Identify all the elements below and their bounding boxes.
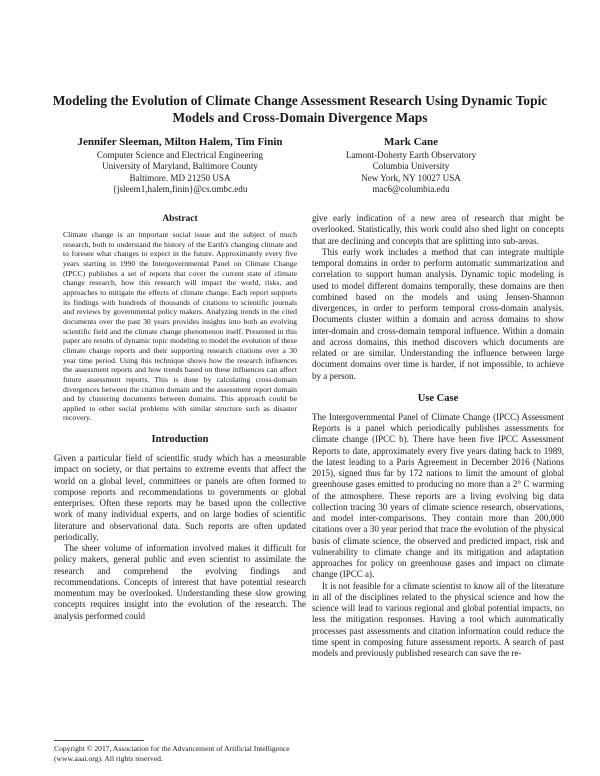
footnote-rule xyxy=(54,740,144,741)
author-univ: Columbia University xyxy=(372,161,450,172)
author-email: mac6@columbia.edu xyxy=(372,183,450,194)
author-block-left xyxy=(45,136,315,195)
copyright-notice: Copyright © 2017, Association for the Advancement of Artificial Intelligence (www.aaai.org). All rights reserved. xyxy=(54,744,290,763)
use-case-heading: Use Case xyxy=(417,392,459,404)
paper-title: Modeling the Evolution of Climate Change Assessment Research Using Dynamic Topic Models and Cross-Domain Divergence Maps xyxy=(52,93,548,125)
abstract-text: Climate change is an important social issue and the subject of much research, both to understand the history of the Earth's changing climate and to foresee what changes to expect in the future. Approximately every five years starting in 1990 the Intergovernmental Panel on Climate Change (IPCC) publishes a set of reports that cover the current state of climate change research, how this research will impact the world, risks, and approaches to mitigate the effects of climate change. Each report supports its findings with hundreds of thousands of citations to scientific journals and reviews by governmental policy makers. Analyzing trends in the cited documents over the past 30 years provides insights into both an evolving scientific field and the climate change phenomenon itself. Presented in this paper are results of dynamic topic modeling to model the evolution of these climate change reports and their supporting research citations over a 30 year time period. Using this technique shows how the research influences the assessment reports and how trends based on these influences can affect future assessment reports. This is done by calculating cross-domain divergences between the citation domain and the assessment report domain and by clustering documents between domains. This approach could be applied to other social problems with similar structure such as disaster recovery. xyxy=(63,230,297,423)
author-univ: University of Maryland, Baltimore County xyxy=(102,161,258,172)
author-city: Baltimore. MD 21250 USA xyxy=(129,172,231,183)
author-city: New York, NY 10027 USA xyxy=(361,172,461,183)
left-column xyxy=(54,213,306,622)
introduction-paragraph: The sheer volume of information involved makes it difficult for policy makers, general public and even scientist to assimilate the research and comprehend the evolving findings and recommendations. Concepts of interest that have potential research momentum may be overlooked. Understanding these slow growing concepts requires insight into the evolution of the research. The analysis performed could xyxy=(54,543,306,621)
abstract-section xyxy=(54,213,306,423)
author-block-right xyxy=(320,136,502,195)
author-names: Jennifer Sleeman, Milton Halem, Tim Finin xyxy=(77,136,283,148)
author-dept: Lamont-Doherty Earth Observatory xyxy=(345,150,477,160)
right-column xyxy=(312,213,564,659)
body-paragraph: This early work includes a method that can integrate multiple temporal domains in order to perform automatic summarization and correlation to support human analysis. Dynamic topic modeling is used to model different domains temporally, these domains are then combined based on the models and using Jensen-Shannon divergences, in order to perform temporal cross-domain analysis. Documents cluster within a domain and across domains to show inter-domain and cross-domain temporal influence. Within a domain and across domains, this method discovers which documents are related or are similar. Understanding the influence between large document domains over time is harder, if not impossible, to achieve by a person. xyxy=(312,246,564,381)
author-dept: Computer Science and Electrical Engineering xyxy=(96,150,264,160)
author-names: Mark Cane xyxy=(383,136,439,148)
introduction-paragraph: Given a particular field of scientific study which has a measurable impact on society, or that pertains to extreme events that affect the world on a global level, committees or panels are often formed to compose reports and recommendations to governments or global enterprises. Often these reports may be based upon the collective work of many individual experts, and on large bodies of scientific literature and observational data. Such reports are often updated periodically. xyxy=(54,453,306,542)
abstract-heading: Abstract xyxy=(162,214,198,224)
body-paragraph: give early indication of a new area of research that might be overlooked. Statistically, this work could also shed light on concepts that are declining and concepts that are splitting into sub-areas. xyxy=(312,213,564,246)
author-email: {jsleem1,halem,finin}@cs.umbc.edu xyxy=(112,183,248,194)
introduction-section xyxy=(54,433,306,622)
use-case-paragraph: It is not feasible for a climate scientist to know all of the literature in all of the disciplines related to the physical science and how the science will lead to various regional and global potential impacts, no less the mitigation responses. Having a tool which automatically processes past assessments and citation information could reduce the time spent in composing future assessment reports. A search of past models and previously published research can save the re- xyxy=(312,580,564,658)
introduction-heading: Introduction xyxy=(151,434,209,446)
use-case-paragraph: The Intergovernmental Panel of Climate Change (IPCC) Assessment Reports is a panel which periodically publishes assessments for climate change (IPCC b). There have been five IPCC Assessment Reports to date, approximately every five years dating back to 1989, the latest leading to a Paris Agreement in December 2016 (Nations 2015), signed thus far by 172 nations to limit the amount of global greenhouse gases emitted to producing no more than a 2° C warming of the atmosphere. These reports are a living evolving big data collection tracing 30 years of climate science research, observations, and model inter-comparisons. They contain more than 200,000 citations over a 30 year period that trace the evolution of the physical basis of climate science, the observed and predicted impact, risk and vulnerability to climate change and its mitigation and adaptation approaches for policy on greenhouse gases and impact on climate change (IPCC a). xyxy=(312,411,564,580)
